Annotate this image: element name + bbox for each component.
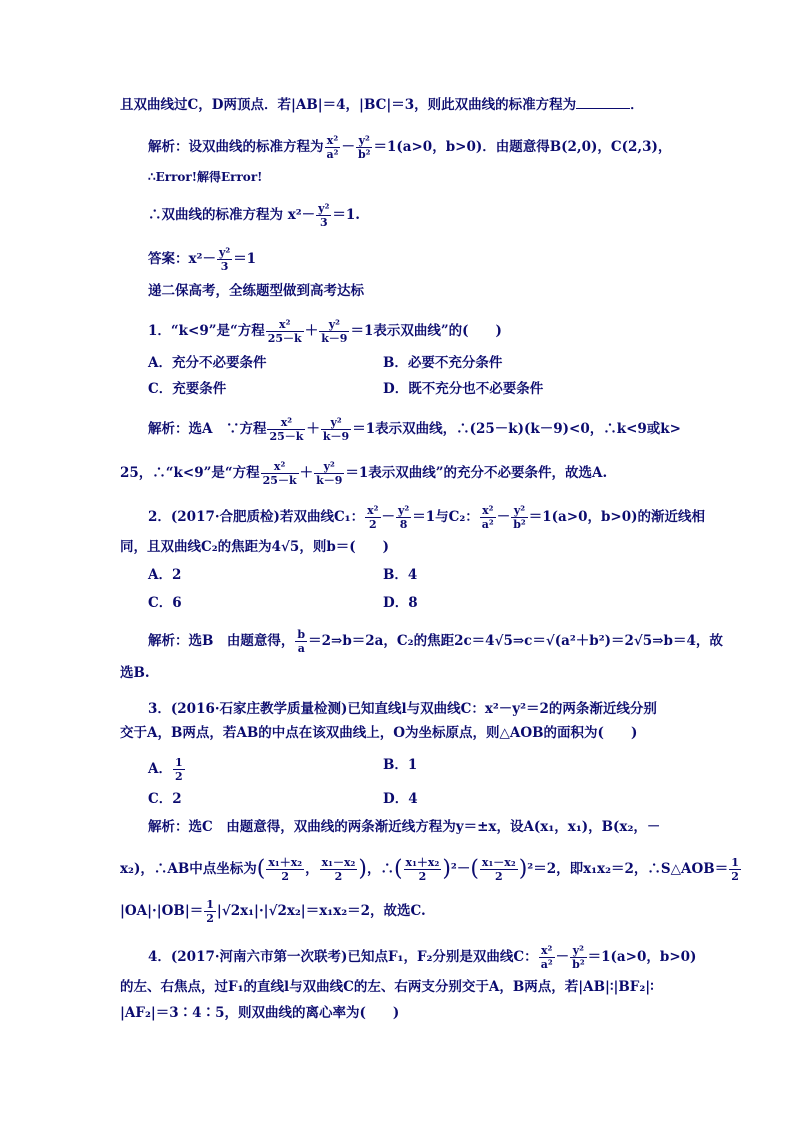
fraction: $\frac{\text{y²}}{3}$ bbox=[218, 246, 231, 273]
fraction: $\frac{\text{y²}}{k-9}$ bbox=[321, 318, 348, 345]
text-s3f: |√2x₁|·|√2x₂|＝x₁x₂＝2，故选C. bbox=[216, 903, 426, 919]
text-s3b: x₂)，∴AB中点坐标为 bbox=[120, 861, 257, 877]
option-2A: A．2 bbox=[148, 567, 182, 583]
text-l1: 且双曲线过C，D两顶点．若|AB|＝4，|BC|＝3，则此双曲线的标准方程为 bbox=[120, 97, 577, 113]
option-2D: D．8 bbox=[383, 595, 418, 611]
solution-2-line-2 bbox=[120, 664, 150, 682]
answer-line bbox=[148, 246, 256, 273]
text-l2a: 解析：设双曲线的标准方程为 bbox=[148, 139, 324, 155]
fraction: $\frac{\text{y²}}{k-9}$ bbox=[322, 416, 350, 443]
option-2C: C．6 bbox=[148, 595, 182, 611]
option-1A: A．充分不必要条件 bbox=[148, 355, 267, 371]
text-s3a: 解析：选C 由题意得，双曲线的两条渐近线方程为y＝±x，设A(x₁，x₁)，B(x₂，－ bbox=[148, 819, 661, 835]
text-s3c: ，∴ bbox=[366, 861, 394, 877]
text-s1a: 解析：选A ∵方程 bbox=[148, 421, 267, 437]
solution-3-line-1 bbox=[148, 818, 660, 836]
text-q4c: 的左、右焦点，过F₁的直线l与双曲线C的左、右两支分别交于A，B两点，若|AB|∶|BF₂|∶ bbox=[120, 979, 654, 995]
text-s1d: ＝1表示双曲线”的充分不必要条件，故选A. bbox=[345, 465, 608, 481]
text-l6: 递二保高考，全练题型做到高考达标 bbox=[148, 283, 364, 299]
fraction: $\frac{\text{x²}}{25-k}$ bbox=[262, 460, 297, 487]
text-l2b: ＝1(a>0，b>0)．由题意得B(2,0)，C(2,3)， bbox=[373, 139, 672, 155]
fraction: $\frac{\text{x₁＋x₂}}{2}$ bbox=[268, 856, 303, 883]
text-q2d: 同，且双曲线C₂的焦距为4√5，则b＝( ) bbox=[120, 539, 390, 555]
fraction: $\frac{\text{x²}}{\text{a²}}$ bbox=[326, 134, 339, 161]
fraction: $\frac{\text{y²}}{k-9}$ bbox=[316, 460, 343, 487]
text-s2a: 解析：选B 由题意得， bbox=[148, 633, 295, 649]
fraction: $\frac{\text{y²}}{\text{b²}}$ bbox=[572, 944, 585, 971]
question-4-line-2 bbox=[120, 978, 654, 996]
solution-3-line-3 bbox=[120, 898, 426, 925]
text-line-4 bbox=[148, 202, 360, 229]
solution-3-line-2: x₂)，∴AB中点坐标为( $\frac{\text{x₁＋x₂}}{2}$ ， $\frac{\text{x₁－x₂}}{2}$ )，∴( $\frac{\text{x₁＋x₂}}{2}$ )²－( $\frac{\text{x₁－x₂}}{2}$ )²＝2，即x₁x₂＝2，∴S△AOB＝ $\frac{1}{2}$ bbox=[120, 856, 739, 883]
option-3C: C．2 bbox=[148, 791, 182, 807]
text-q2c: ＝1(a>0，b>0)的渐近线相 bbox=[528, 509, 706, 525]
solution-1-line-1: 解析：选A ∵方程 $\frac{\text{x²}}{25-k}$ ＋ $\frac{\text{y²}}{k-9}$ ＝1表示双曲线，∴(25－k)(k－9)<0，∴k<9或k> bbox=[148, 416, 681, 443]
fraction: $\frac{1}{2}$ bbox=[206, 898, 214, 925]
text-q2b: ＝1与C₂： bbox=[412, 509, 479, 525]
text-line-3 bbox=[148, 168, 262, 186]
text-l3: ∴Error!解得Error! bbox=[148, 170, 263, 184]
text-line-1: 且双曲线过C，D两顶点．若|AB|＝4，|BC|＝3，则此双曲线的标准方程为 ． bbox=[120, 97, 644, 113]
text-l4b: ＝1. bbox=[332, 207, 360, 223]
option-1B: B．必要不充分条件 bbox=[383, 355, 503, 371]
option-3A: A． $\frac{1}{2}$ bbox=[148, 756, 183, 783]
section-heading bbox=[148, 282, 364, 300]
text-l5b: ＝1 bbox=[233, 251, 257, 267]
fraction: $\frac{\text{y²}}{\text{b²}}$ bbox=[513, 504, 526, 531]
text-s1c: 25，∴“k<9”是“方程 bbox=[120, 465, 260, 481]
fraction: $\frac{\text{y²}}{8}$ bbox=[398, 504, 410, 531]
answer-blank bbox=[576, 96, 630, 109]
option-1D: D．既不充分也不必要条件 bbox=[383, 381, 544, 397]
question-4-line-1: 4．(2017·河南六市第一次联考)已知点F₁，F₂分别是双曲线C： $\frac{\text{x²}}{\text{a²}}$ － $\frac{\text{y²}}{\text{b²}}$ ＝1(a>0，b>0) bbox=[148, 944, 697, 971]
solution-2-line-1 bbox=[148, 628, 723, 655]
question-4-line-3 bbox=[120, 1004, 399, 1022]
text-q1a: 1．“k<9”是“方程 bbox=[148, 323, 265, 339]
fraction: $\frac{\text{x²}}{\text{a²}}$ bbox=[481, 504, 494, 531]
fraction: $\frac{\text{y²}}{\text{b²}}$ bbox=[357, 134, 371, 161]
fraction: $\frac{\text{x²}}{25-k}$ bbox=[269, 416, 304, 443]
text-q4a: 4．(2017·河南六市第一次联考)已知点F₁，F₂分别是双曲线C： bbox=[148, 949, 538, 965]
text-q3a: 3．(2016·石家庄教学质量检测)已知直线l与双曲线C：x²－y²＝2的两条渐近线分别 bbox=[148, 701, 657, 717]
fraction: $\frac{\text{x²}}{25-k}$ bbox=[267, 318, 302, 345]
option-2B: B．4 bbox=[383, 567, 418, 583]
text-s3d: ＝2，即x₁x₂＝2，∴S△AOB＝ bbox=[533, 861, 729, 877]
option-1C: C．充要条件 bbox=[148, 381, 227, 397]
text-s2c: 选B. bbox=[120, 665, 150, 681]
fraction: $\frac{1}{2}$ bbox=[174, 756, 183, 783]
question-1: 1．“k<9”是“方程 $\frac{\text{x²}}{25-k}$ ＋ $\frac{\text{y²}}{k-9}$ ＝1表示双曲线”的( ) bbox=[148, 318, 502, 345]
fraction: $\frac{b}{a}$ bbox=[297, 628, 306, 655]
fraction: $\frac{\text{x₁－x₂}}{2}$ bbox=[321, 856, 356, 883]
text-l5a: 答案：x²－ bbox=[148, 251, 216, 267]
fraction: $\frac{\text{x²}}{\text{a²}}$ bbox=[540, 944, 553, 971]
text-line-2: 解析：设双曲线的标准方程为 $\frac{\text{x²}}{\text{a²}}$ － $\frac{\text{y²}}{\text{b²}}$ ＝1(a>0，b>0)．由题意得B(2,0)，C(2,3)， bbox=[148, 134, 672, 161]
text-s1b: ＝1表示双曲线，∴(25－k)(k－9)<0，∴k<9或k> bbox=[352, 421, 681, 437]
fraction: $\frac{1}{2}$ bbox=[731, 856, 739, 883]
text-q1b: ＝1表示双曲线”的( ) bbox=[350, 323, 502, 339]
text-q4d: |AF₂|＝3∶4∶5，则双曲线的离心率为( ) bbox=[120, 1005, 400, 1021]
solution-1-line-2: 25，∴“k<9”是“方程 $\frac{\text{x²}}{25-k}$ ＋ $\frac{\text{y²}}{k-9}$ ＝1表示双曲线”的充分不必要条件，故选A. bbox=[120, 460, 608, 487]
fraction: $\frac{\text{x²}}{2}$ bbox=[367, 504, 379, 531]
fraction: $\frac{\text{x₁－x₂}}{2}$ bbox=[481, 856, 516, 883]
text-s3e: |OA|·|OB|＝ bbox=[120, 903, 204, 919]
text-l4a: ∴双曲线的标准方程为 x²－ bbox=[148, 207, 316, 223]
text-s2b: ＝2⇒b＝2a，C₂的焦距2c＝4√5⇒c＝√(a²＋b²)＝2√5⇒b＝4，故 bbox=[308, 633, 723, 649]
question-3-line-1 bbox=[148, 700, 657, 718]
option-3D: D．4 bbox=[383, 791, 418, 807]
fraction: $\frac{\text{y²}}{3}$ bbox=[318, 202, 330, 229]
question-2-line-1: 2．(2017·合肥质检)若双曲线C₁： $\frac{\text{x²}}{2}$ － $\frac{\text{y²}}{8}$ ＝1与C₂： $\frac{\text{x²}}{\text{a²}}$ － $\frac{\text{y²}}{\text{b²}}$ ＝1(a>0，b>0)的渐近线相 bbox=[148, 504, 706, 531]
text-q4b: ＝1(a>0，b>0) bbox=[587, 949, 697, 965]
text-q3b: 交于A，B两点，若AB的中点在该双曲线上，O为坐标原点，则△AOB的面积为( ) bbox=[120, 725, 638, 741]
question-2-line-2 bbox=[120, 538, 389, 556]
fraction: $\frac{\text{x₁＋x₂}}{2}$ bbox=[405, 856, 440, 883]
option-3B: B．1 bbox=[383, 757, 418, 773]
question-3-line-2 bbox=[120, 724, 637, 742]
text-q2a: 2．(2017·合肥质检)若双曲线C₁： bbox=[148, 509, 365, 525]
